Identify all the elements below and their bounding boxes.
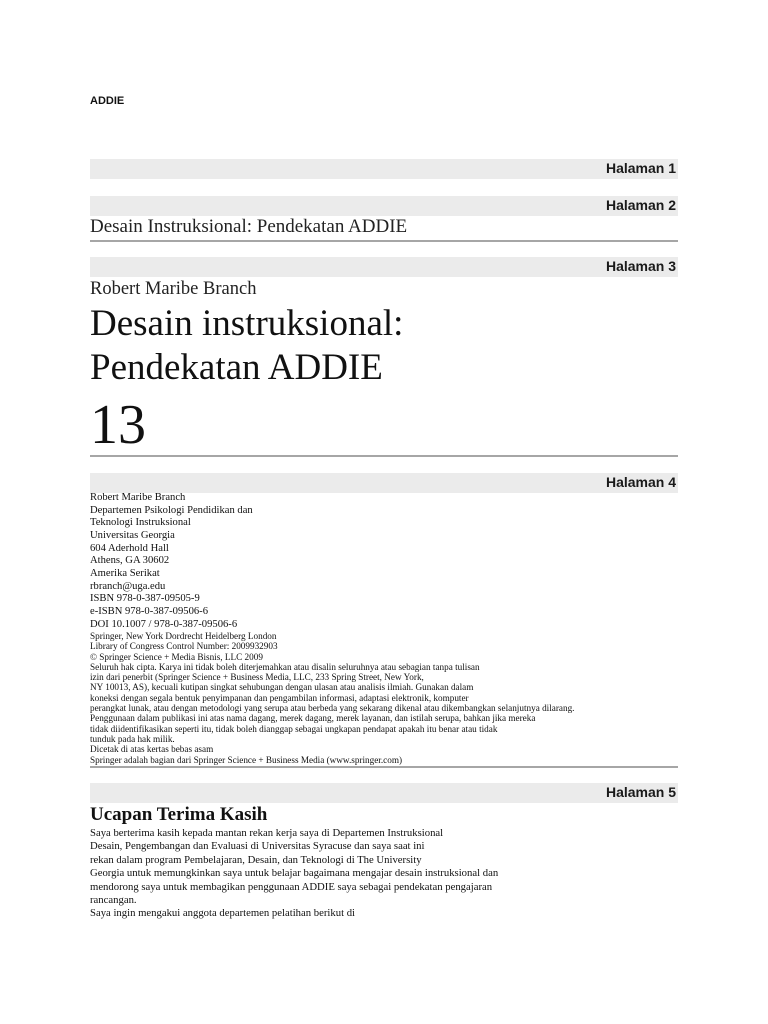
info-line: 604 Aderhold Hall: [90, 542, 169, 554]
legal-line: tunduk pada hak milik.: [90, 733, 175, 744]
page-label: Halaman 2: [605, 197, 676, 213]
legal-line: NY 10013, AS), kecuali kutipan singkat sehubungan dengan ulasan atau analisis ilmiah. Gunakan dalam: [90, 682, 474, 693]
paragraph-line: rekan dalam program Pembelajaran, Desain, dan Teknologi di The University: [90, 853, 422, 866]
page-label: Halaman 3: [605, 258, 676, 274]
page-label: Halaman 5: [605, 784, 676, 800]
info-line: e-ISBN 978-0-387-09506-6: [90, 605, 208, 617]
page-header-4: [90, 473, 678, 493]
page-divider: [90, 455, 678, 457]
book-title-line-1: Desain instruksional:: [90, 303, 404, 344]
info-line: DOI 10.1007 / 978-0-387-09506-6: [90, 618, 238, 630]
book-title: [90, 302, 403, 390]
legal-line: izin dari penerbit (Springer Science + Business Media, LLC, 233 Spring Street, New York,: [90, 672, 424, 683]
info-line: ISBN 978-0-387-09505-9: [90, 593, 200, 605]
book-title-line-2: Pendekatan ADDIE: [90, 347, 383, 388]
paragraph-line: mendorong saya untuk membagikan penggunaan ADDIE saya sebagai pendekatan pengajaran: [90, 880, 493, 893]
page-header-5: [90, 783, 678, 803]
author-info-block: [90, 492, 253, 631]
legal-line: Library of Congress Control Number: 2009932903: [90, 641, 278, 652]
legal-line: koneksi dengan segala bentuk penyimpanan dan pengambilan informasi, adaptasi elektronik, komputer: [90, 692, 469, 703]
info-line: Teknologi Instruksional: [90, 517, 191, 529]
info-line: Universitas Georgia: [90, 529, 175, 541]
info-line: Robert Maribe Branch: [90, 492, 186, 503]
legal-line: Dicetak di atas kertas bebas asam: [90, 744, 214, 755]
info-line: Departemen Psikologi Pendidikan dan: [90, 504, 253, 516]
page-divider: [90, 240, 678, 242]
info-line: Athens, GA 30602: [90, 555, 170, 567]
page-header-1: [90, 159, 678, 179]
copyright-block: [90, 631, 574, 765]
legal-line: perangkat lunak, atau dengan metodologi yang serupa atau berbeda yang sekarang dikenal atau dikembangkan selanjutnya dilarang.: [90, 703, 575, 714]
page-label: Halaman 1: [605, 160, 676, 176]
info-line: Amerika Serikat: [90, 567, 160, 579]
book-author: Robert Maribe Branch: [90, 279, 257, 299]
book-number: 13: [90, 394, 146, 456]
legal-line: tidak diidentifikasikan seperti itu, tidak boleh dianggap sebagai ungkapan pendapat apakah itu benar atau tidak: [90, 723, 498, 734]
acknowledgement-paragraph: [90, 827, 498, 921]
paragraph-line: rancangan.: [90, 894, 137, 907]
legal-line: Springer adalah bagian dari Springer Science + Business Media (www.springer.com): [90, 754, 403, 765]
page-header-3: [90, 257, 678, 277]
legal-line: Penggunaan dalam publikasi ini atas nama dagang, merek dagang, merek layanan, dan istilah serupa, bahkan jika mereka: [90, 713, 536, 724]
legal-line: Springer, New York Dordrecht Heidelberg London: [90, 631, 277, 641]
page-divider: [90, 766, 678, 768]
page-label: Halaman 4: [605, 474, 676, 490]
paragraph-line: Saya berterima kasih kepada mantan rekan kerja saya di Departemen Instruksional: [90, 827, 444, 839]
document-title: ADDIE: [90, 95, 125, 107]
info-line: rbranch@uga.edu: [90, 580, 166, 592]
legal-line: © Springer Science + Media Bisnis, LLC 2009: [90, 651, 263, 662]
page-header-2: [90, 196, 678, 216]
paragraph-line: Desain, Pengembangan dan Evaluasi di Universitas Syracuse dan saya saat ini: [90, 840, 425, 853]
legal-line: Seluruh hak cipta. Karya ini tidak boleh diterjemahkan atau disalin seluruhnya atau sebagian tanpa tulisan: [90, 661, 480, 672]
paragraph-line: Saya ingin mengakui anggota departemen pelatihan berikut di: [90, 907, 356, 920]
page-2-title: Desain Instruksional: Pendekatan ADDIE: [90, 216, 408, 237]
paragraph-line: Georgia untuk memungkinkan saya untuk belajar bagaimana mengajar desain instruksional dan: [90, 867, 499, 880]
section-heading: Ucapan Terima Kasih: [90, 804, 268, 825]
